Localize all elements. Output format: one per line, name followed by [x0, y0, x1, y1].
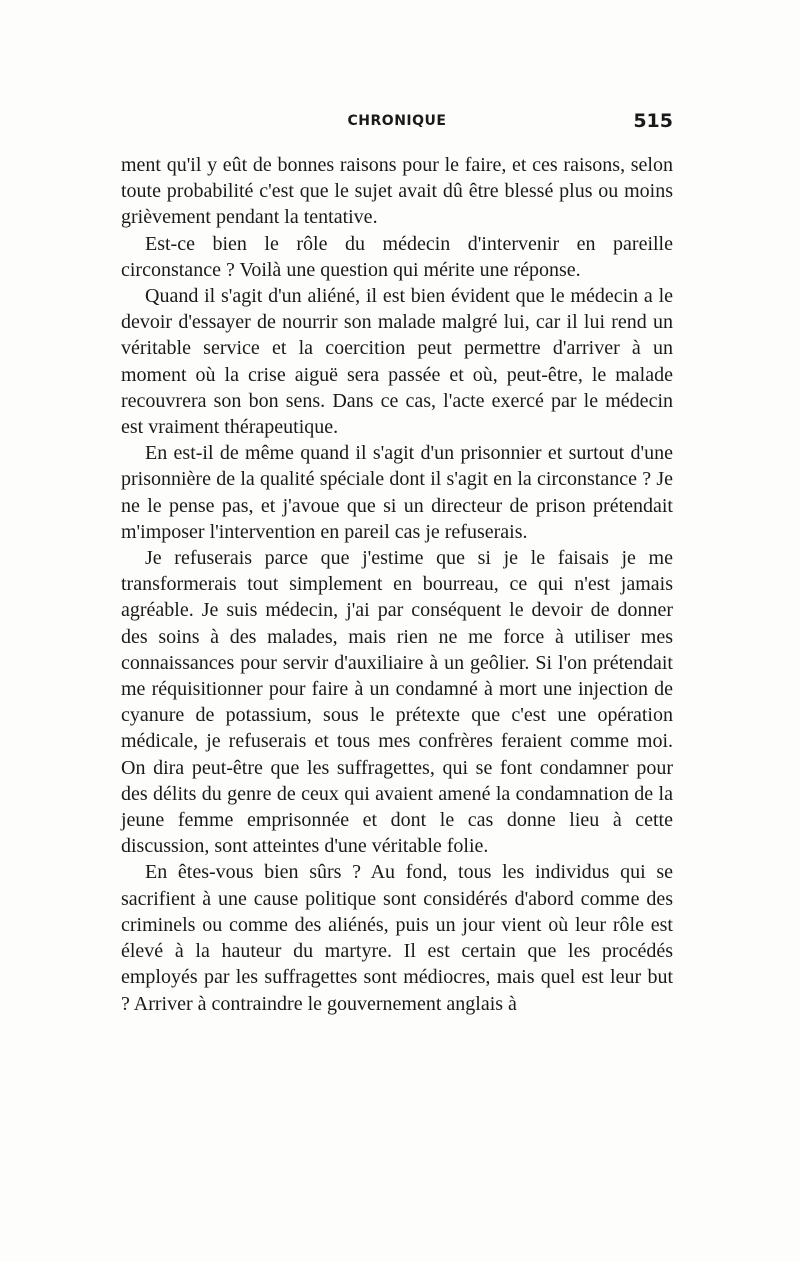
paragraph-suffragettes: En êtes-vous bien sûrs ? Au fond, tous les individus qui se sacrifient à une cause politique sont considérés d'abord comme des criminels ou comme des aliénés, puis un jour vient où leur rôle est élevé à la hauteur du martyre. Il est certain que les procédés employés par les suffragettes sont médiocres, mais quel est leur but ? Arriver à contraindre le gouvernement anglais à — [121, 861, 673, 1015]
paragraph-prisoner: En est-il de même quand il s'agit d'un prisonnier et surtout d'une prisonnière de la qualité spéciale dont il s'agit en la circonstance ? Je ne le pense pas, et j'avoue que si un directeur de prison prétendait m'imposer l'intervention en pareil cas je refuserais. — [121, 442, 673, 543]
page-number: 515 — [633, 110, 673, 132]
paragraph-continuation: ment qu'il y eût de bonnes raisons pour le faire, et ces raisons, selon toute probabilité c'est que le sujet avait dû être blessé plus ou moins grièvement pendant la tentative. — [121, 154, 673, 229]
body-text — [121, 152, 673, 1017]
paragraph-alienated: Quand il s'agit d'un aliéné, il est bien évident que le médecin a le devoir d'essayer de nourrir son malade malgré lui, car il lui rend un véritable service et la coercition peut permettre d'arriver à un moment où la crise aiguë sera passée et où, peut-être, le malade recouvrera son bon sens. Dans ce cas, l'acte exercé par le médecin est vraiment thérapeutique. — [121, 285, 673, 439]
paragraph-question: Est-ce bien le rôle du médecin d'intervenir en pareille circonstance ? Voilà une question qui mérite une réponse. — [121, 232, 673, 281]
paragraph-refusal: Je refuserais parce que j'estime que si je le faisais je me transformerais tout simplement en bourreau, ce qui n'est jamais agréable. Je suis médecin, j'ai par conséquent le devoir de donner des soins à des malades, mais rien ne me force à utiliser mes connaissances pour servir d'auxiliaire à un geôlier. Si l'on prétendait me réquisitionner pour faire à un condamné à mort une injection de cyanure de potassium, sous le prétexte que c'est une opération médicale, je refuserais et tous mes confrères feraient comme moi. On dira peut-être que les suffragettes, qui se font condamner pour des délits du genre de ceux qui avaient amené la condamnation de la jeune femme emprisonnée et dont le cas donne lieu à cette discussion, sont atteintes d'une véritable folie. — [121, 547, 673, 858]
running-title: CHRONIQUE — [347, 113, 447, 129]
running-head — [121, 110, 673, 137]
